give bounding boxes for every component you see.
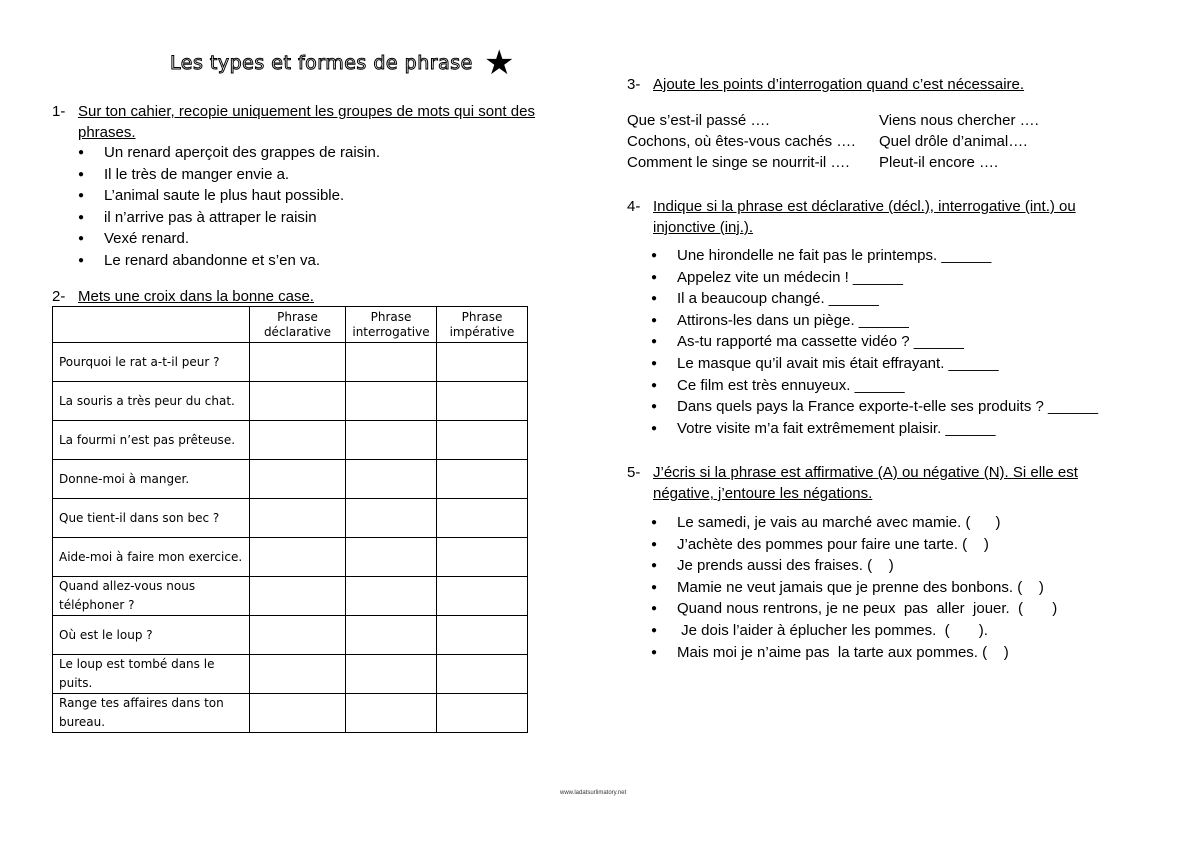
column-header-declarative: Phrase déclarative bbox=[250, 307, 346, 343]
table-row bbox=[53, 538, 528, 577]
checkbox-cell[interactable] bbox=[437, 538, 528, 577]
section-instruction: Ajoute les points d’interrogation quand c’est nécessaire. bbox=[653, 76, 1025, 93]
checkbox-cell[interactable] bbox=[437, 694, 528, 733]
list-item: ● Le samedi, je vais au marché avec mamie. ( ) bbox=[651, 512, 1057, 534]
star-icon: ★ bbox=[484, 44, 515, 82]
list-item: ● Vexé renard. bbox=[78, 228, 380, 250]
checkbox-cell[interactable] bbox=[437, 655, 528, 694]
section-number: 4- bbox=[627, 198, 641, 215]
list-item: ● Dans quels pays la France exporte-t-elle ses produits ? ______ bbox=[651, 396, 1098, 418]
column-header-interrogative: Phrase interrogative bbox=[346, 307, 437, 343]
checkbox-cell[interactable] bbox=[346, 343, 437, 382]
sentence-cell: Où est le loup ? bbox=[53, 616, 250, 655]
list-item: ● Quand nous rentrons, je ne peux pas aller jouer. ( ) bbox=[651, 598, 1057, 620]
checkbox-cell[interactable] bbox=[250, 421, 346, 460]
sentence-cell: Pourquoi le rat a-t-il peur ? bbox=[53, 343, 250, 382]
question-item: Pleut-il encore …. bbox=[879, 154, 999, 171]
checkbox-cell[interactable] bbox=[250, 343, 346, 382]
section-5-heading bbox=[627, 462, 1147, 506]
checkbox-cell[interactable] bbox=[346, 538, 437, 577]
list-item: ● il n’arrive pas à attraper le raisin bbox=[78, 207, 380, 229]
checkbox-cell[interactable] bbox=[437, 382, 528, 421]
checkbox-cell[interactable] bbox=[437, 499, 528, 538]
checkbox-cell[interactable] bbox=[437, 460, 528, 499]
section-4-heading bbox=[627, 196, 1147, 240]
column-header-imperative: Phrase impérative bbox=[437, 307, 528, 343]
list-item: ● Je prends aussi des fraises. ( ) bbox=[651, 555, 1057, 577]
section-2-heading bbox=[52, 286, 472, 307]
section-1-heading bbox=[52, 101, 572, 145]
list-item: ● Votre visite m’a fait extrêmement plaisir. ______ bbox=[651, 418, 1098, 440]
checkbox-cell[interactable] bbox=[250, 538, 346, 577]
checkbox-cell[interactable] bbox=[346, 655, 437, 694]
list-item: ● Un renard aperçoit des grappes de raisin. bbox=[78, 142, 380, 164]
section-instruction-line-2: négative, j’entoure les négations. bbox=[653, 485, 873, 502]
sentence-cell: Quand allez-vous nous téléphoner ? bbox=[53, 577, 250, 616]
sentence-cell: Que tient-il dans son bec ? bbox=[53, 499, 250, 538]
section-instruction-line-1: J’écris si la phrase est affirmative (A) ou négative (N). Si elle est bbox=[653, 464, 1078, 481]
question-item: Quel drôle d’animal…. bbox=[879, 133, 1028, 150]
checkbox-cell[interactable] bbox=[250, 577, 346, 616]
table-row bbox=[53, 616, 528, 655]
list-item: ● Je dois l’aider à éplucher les pommes. ( ). bbox=[651, 620, 1057, 642]
section-number: 2- bbox=[52, 288, 66, 305]
checkbox-cell[interactable] bbox=[437, 616, 528, 655]
checkbox-cell[interactable] bbox=[346, 421, 437, 460]
list-item: ● Mais moi je n’aime pas la tarte aux pommes. ( ) bbox=[651, 642, 1057, 664]
table-row bbox=[53, 421, 528, 460]
list-item: ● Le masque qu’il avait mis était effrayant. ______ bbox=[651, 353, 1098, 375]
checkbox-cell[interactable] bbox=[437, 421, 528, 460]
table-row bbox=[53, 343, 528, 382]
section-number: 5- bbox=[627, 464, 641, 481]
checkbox-cell[interactable] bbox=[250, 655, 346, 694]
sentence-cell: La souris a très peur du chat. bbox=[53, 382, 250, 421]
list-item: ● Ce film est très ennuyeux. ______ bbox=[651, 375, 1098, 397]
question-item: Viens nous chercher …. bbox=[879, 112, 1039, 129]
list-item: ● Appelez vite un médecin ! ______ bbox=[651, 267, 1098, 289]
section-number: 1- bbox=[52, 103, 66, 120]
table-header-row bbox=[53, 307, 528, 343]
sentence-cell: Aide-moi à faire mon exercice. bbox=[53, 538, 250, 577]
sentence-type-table bbox=[52, 306, 528, 733]
checkbox-cell[interactable] bbox=[250, 499, 346, 538]
list-item: ● Une hirondelle ne fait pas le printemps. ______ bbox=[651, 245, 1098, 267]
sentence-cell: Donne-moi à manger. bbox=[53, 460, 250, 499]
table-header-empty bbox=[53, 307, 250, 343]
question-item: Cochons, où êtes-vous cachés …. bbox=[627, 133, 856, 150]
sentence-cell: Le loup est tombé dans le puits. bbox=[53, 655, 250, 694]
list-item: ● Le renard abandonne et s’en va. bbox=[78, 250, 380, 272]
table-row bbox=[53, 382, 528, 421]
section-number: 3- bbox=[627, 76, 641, 93]
section-4-list bbox=[651, 245, 1098, 439]
checkbox-cell[interactable] bbox=[250, 694, 346, 733]
checkbox-cell[interactable] bbox=[250, 460, 346, 499]
worksheet-title: Les types et formes de phrase bbox=[170, 52, 473, 74]
section-1-list bbox=[78, 142, 380, 272]
table-row bbox=[53, 694, 528, 733]
section-instruction-line-1: Sur ton cahier, recopie uniquement les groupes de mots qui sont des bbox=[78, 103, 535, 120]
section-instruction-line-2: injonctive (inj.). bbox=[653, 219, 754, 236]
list-item: ● As-tu rapporté ma cassette vidéo ? ______ bbox=[651, 331, 1098, 353]
checkbox-cell[interactable] bbox=[250, 616, 346, 655]
table-row bbox=[53, 655, 528, 694]
sentence-cell: Range tes affaires dans ton bureau. bbox=[53, 694, 250, 733]
checkbox-cell[interactable] bbox=[346, 694, 437, 733]
checkbox-cell[interactable] bbox=[346, 616, 437, 655]
list-item: ● Mamie ne veut jamais que je prenne des bonbons. ( ) bbox=[651, 577, 1057, 599]
list-item: ● Il le très de manger envie a. bbox=[78, 164, 380, 186]
section-3-heading bbox=[627, 74, 1147, 95]
checkbox-cell[interactable] bbox=[437, 577, 528, 616]
sentence-cell: La fourmi n’est pas prêteuse. bbox=[53, 421, 250, 460]
question-item: Comment le singe se nourrit-il …. bbox=[627, 154, 850, 171]
checkbox-cell[interactable] bbox=[346, 499, 437, 538]
question-item: Que s’est-il passé …. bbox=[627, 112, 770, 129]
table-row bbox=[53, 460, 528, 499]
list-item: ● Attirons-les dans un piège. ______ bbox=[651, 310, 1098, 332]
list-item: ● J’achète des pommes pour faire une tarte. ( ) bbox=[651, 534, 1057, 556]
footer-url: www.ladatsurlimatory.net bbox=[560, 790, 627, 796]
checkbox-cell[interactable] bbox=[346, 577, 437, 616]
checkbox-cell[interactable] bbox=[437, 343, 528, 382]
section-5-list bbox=[651, 512, 1057, 663]
section-instruction-line-1: Indique si la phrase est déclarative (décl.), interrogative (int.) ou bbox=[653, 198, 1076, 215]
list-item: ● L’animal saute le plus haut possible. bbox=[78, 185, 380, 207]
table-row bbox=[53, 499, 528, 538]
section-instruction-line-2: phrases. bbox=[78, 124, 136, 141]
checkbox-cell[interactable] bbox=[250, 382, 346, 421]
checkbox-cell[interactable] bbox=[346, 460, 437, 499]
section-instruction: Mets une croix dans la bonne case. bbox=[78, 288, 314, 305]
table-row bbox=[53, 577, 528, 616]
checkbox-cell[interactable] bbox=[346, 382, 437, 421]
list-item: ● Il a beaucoup changé. ______ bbox=[651, 288, 1098, 310]
